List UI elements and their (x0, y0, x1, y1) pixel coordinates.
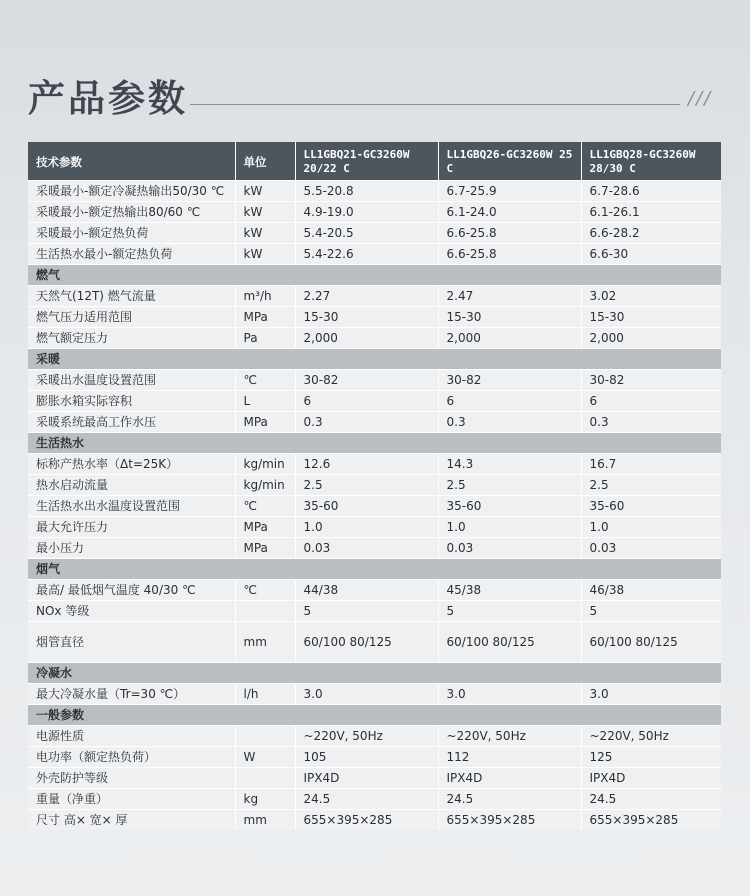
value-cell-model-21: 12.6 (295, 454, 438, 475)
value-cell-model-26: 2.47 (438, 286, 581, 307)
table-row (28, 789, 721, 810)
table-row (28, 286, 721, 307)
value-cell-model-26: 14.3 (438, 454, 581, 475)
param-name-cell: 最小压力 (28, 538, 235, 559)
table-row (28, 580, 721, 601)
unit-cell: m³/h (235, 286, 295, 307)
table-row (28, 181, 721, 202)
unit-cell: MPa (235, 538, 295, 559)
section-header-row (28, 705, 721, 726)
param-name-cell: 最大允许压力 (28, 517, 235, 538)
value-cell-model-28: 24.5 (581, 789, 721, 810)
param-name-cell: 重量（净重） (28, 789, 235, 810)
header-parameter: 技术参数 (28, 142, 235, 181)
value-cell-model-21: 30-82 (295, 370, 438, 391)
section-title: 冷凝水 (28, 663, 721, 684)
header-model-26: LL1GBQ26-GC3260W 25 C (438, 142, 581, 181)
param-name-cell: 电源性质 (28, 726, 235, 747)
value-cell-model-21: IPX4D (295, 768, 438, 789)
value-cell-model-21: 5.4-20.5 (295, 223, 438, 244)
section-title: 一般参数 (28, 705, 721, 726)
value-cell-model-26: 6 (438, 391, 581, 412)
param-name-cell: 采暖最小-额定热输出80/60 ℃ (28, 202, 235, 223)
value-cell-model-26: 2.5 (438, 475, 581, 496)
table-row (28, 454, 721, 475)
value-cell-model-28: 6.6-30 (581, 244, 721, 265)
table-row (28, 328, 721, 349)
value-cell-model-26: 0.03 (438, 538, 581, 559)
table-row (28, 223, 721, 244)
section-header-row (28, 433, 721, 454)
param-name-cell: 采暖最小-额定热负荷 (28, 223, 235, 244)
unit-cell: mm (235, 810, 295, 831)
value-cell-model-21: 3.0 (295, 684, 438, 705)
unit-cell (235, 601, 295, 622)
value-cell-model-26: 45/38 (438, 580, 581, 601)
param-name-cell: 膨胀水箱实际容积 (28, 391, 235, 412)
param-name-cell: NOx 等级 (28, 601, 235, 622)
value-cell-model-21: 5 (295, 601, 438, 622)
value-cell-model-26: 2,000 (438, 328, 581, 349)
value-cell-model-21: 0.3 (295, 412, 438, 433)
param-name-cell: 燃气额定压力 (28, 328, 235, 349)
value-cell-model-21: 655×395×285 (295, 810, 438, 831)
section-title: 烟气 (28, 559, 721, 580)
unit-cell: MPa (235, 412, 295, 433)
param-name-cell: 外壳防护等级 (28, 768, 235, 789)
param-name-cell: 生活热水最小-额定热负荷 (28, 244, 235, 265)
value-cell-model-21: ~220V, 50Hz (295, 726, 438, 747)
value-cell-model-21: 60/100 80/125 (295, 622, 438, 663)
unit-cell: Pa (235, 328, 295, 349)
value-cell-model-26: 1.0 (438, 517, 581, 538)
spec-table-header (28, 142, 721, 181)
table-row (28, 202, 721, 223)
table-row (28, 496, 721, 517)
unit-cell: kg (235, 789, 295, 810)
param-name-cell: 天然气(12T) 燃气流量 (28, 286, 235, 307)
value-cell-model-28: 35-60 (581, 496, 721, 517)
value-cell-model-28: 3.02 (581, 286, 721, 307)
value-cell-model-26: 6.6-25.8 (438, 244, 581, 265)
param-name-cell: 采暖系统最高工作水压 (28, 412, 235, 433)
table-row (28, 370, 721, 391)
param-name-cell: 生活热水出水温度设置范围 (28, 496, 235, 517)
unit-cell: kW (235, 244, 295, 265)
value-cell-model-21: 5.5-20.8 (295, 181, 438, 202)
page-title: 产品参数 (28, 77, 188, 120)
section-header-row (28, 559, 721, 580)
table-row (28, 747, 721, 768)
section-title: 采暖 (28, 349, 721, 370)
value-cell-model-28: 6.6-28.2 (581, 223, 721, 244)
table-row (28, 412, 721, 433)
param-name-cell: 最高/ 最低烟气温度 40/30 ℃ (28, 580, 235, 601)
value-cell-model-21: 0.03 (295, 538, 438, 559)
value-cell-model-21: 5.4-22.6 (295, 244, 438, 265)
value-cell-model-26: 24.5 (438, 789, 581, 810)
unit-cell: L (235, 391, 295, 412)
value-cell-model-26: 60/100 80/125 (438, 622, 581, 663)
param-name-cell: 电功率（额定热负荷） (28, 747, 235, 768)
value-cell-model-21: 24.5 (295, 789, 438, 810)
value-cell-model-28: 2,000 (581, 328, 721, 349)
title-decoration: /// (688, 88, 713, 109)
value-cell-model-26: 30-82 (438, 370, 581, 391)
value-cell-model-21: 44/38 (295, 580, 438, 601)
value-cell-model-26: 655×395×285 (438, 810, 581, 831)
value-cell-model-21: 2,000 (295, 328, 438, 349)
section-header-row (28, 663, 721, 684)
value-cell-model-21: 15-30 (295, 307, 438, 328)
param-name-cell: 烟管直径 (28, 622, 235, 663)
param-name-cell: 热水启动流量 (28, 475, 235, 496)
unit-cell: ℃ (235, 496, 295, 517)
value-cell-model-26: 15-30 (438, 307, 581, 328)
value-cell-model-28: 5 (581, 601, 721, 622)
value-cell-model-26: 35-60 (438, 496, 581, 517)
value-cell-model-26: 6.1-24.0 (438, 202, 581, 223)
spec-table (28, 142, 721, 830)
header-model-28: LL1GBQ28-GC3260W 28/30 C (581, 142, 721, 181)
param-name-cell: 尺寸 高× 宽× 厚 (28, 810, 235, 831)
unit-cell: mm (235, 622, 295, 663)
unit-cell: kW (235, 223, 295, 244)
value-cell-model-26: 112 (438, 747, 581, 768)
section-header-row (28, 349, 721, 370)
unit-cell: W (235, 747, 295, 768)
table-row (28, 517, 721, 538)
value-cell-model-28: 3.0 (581, 684, 721, 705)
value-cell-model-28: 46/38 (581, 580, 721, 601)
param-name-cell: 最大冷凝水量（Tr=30 ℃） (28, 684, 235, 705)
table-row (28, 538, 721, 559)
table-row (28, 768, 721, 789)
table-row (28, 475, 721, 496)
unit-cell: kg/min (235, 475, 295, 496)
table-row (28, 726, 721, 747)
value-cell-model-21: 2.5 (295, 475, 438, 496)
unit-cell: ℃ (235, 370, 295, 391)
unit-cell: kg/min (235, 454, 295, 475)
value-cell-model-28: 0.03 (581, 538, 721, 559)
value-cell-model-28: 6.1-26.1 (581, 202, 721, 223)
unit-cell: ℃ (235, 580, 295, 601)
value-cell-model-28: 655×395×285 (581, 810, 721, 831)
unit-cell: l/h (235, 684, 295, 705)
table-row (28, 307, 721, 328)
value-cell-model-21: 6 (295, 391, 438, 412)
table-row (28, 601, 721, 622)
value-cell-model-26: 6.7-25.9 (438, 181, 581, 202)
title-divider (190, 104, 680, 105)
unit-cell: MPa (235, 307, 295, 328)
param-name-cell: 标称产热水率（Δt=25K） (28, 454, 235, 475)
unit-cell: kW (235, 181, 295, 202)
value-cell-model-26: ~220V, 50Hz (438, 726, 581, 747)
header-unit: 单位 (235, 142, 295, 181)
param-name-cell: 燃气压力适用范围 (28, 307, 235, 328)
section-title: 燃气 (28, 265, 721, 286)
unit-cell (235, 768, 295, 789)
param-name-cell: 采暖出水温度设置范围 (28, 370, 235, 391)
table-row (28, 622, 721, 663)
value-cell-model-21: 35-60 (295, 496, 438, 517)
value-cell-model-28: 6.7-28.6 (581, 181, 721, 202)
value-cell-model-28: 1.0 (581, 517, 721, 538)
table-row (28, 684, 721, 705)
value-cell-model-26: IPX4D (438, 768, 581, 789)
value-cell-model-26: 3.0 (438, 684, 581, 705)
header-model-21: LL1GBQ21-GC3260W 20/22 C (295, 142, 438, 181)
value-cell-model-28: 0.3 (581, 412, 721, 433)
value-cell-model-28: 15-30 (581, 307, 721, 328)
table-row (28, 391, 721, 412)
value-cell-model-28: 125 (581, 747, 721, 768)
table-row (28, 810, 721, 831)
value-cell-model-26: 5 (438, 601, 581, 622)
param-name-cell: 采暖最小-额定冷凝热输出50/30 ℃ (28, 181, 235, 202)
value-cell-model-26: 0.3 (438, 412, 581, 433)
value-cell-model-26: 6.6-25.8 (438, 223, 581, 244)
value-cell-model-28: 2.5 (581, 475, 721, 496)
value-cell-model-21: 2.27 (295, 286, 438, 307)
unit-cell: kW (235, 202, 295, 223)
value-cell-model-28: IPX4D (581, 768, 721, 789)
unit-cell (235, 726, 295, 747)
value-cell-model-28: 6 (581, 391, 721, 412)
value-cell-model-28: 16.7 (581, 454, 721, 475)
section-title: 生活热水 (28, 433, 721, 454)
unit-cell: MPa (235, 517, 295, 538)
value-cell-model-21: 4.9-19.0 (295, 202, 438, 223)
value-cell-model-28: ~220V, 50Hz (581, 726, 721, 747)
value-cell-model-21: 1.0 (295, 517, 438, 538)
value-cell-model-28: 60/100 80/125 (581, 622, 721, 663)
value-cell-model-28: 30-82 (581, 370, 721, 391)
value-cell-model-21: 105 (295, 747, 438, 768)
section-header-row (28, 265, 721, 286)
table-row (28, 244, 721, 265)
